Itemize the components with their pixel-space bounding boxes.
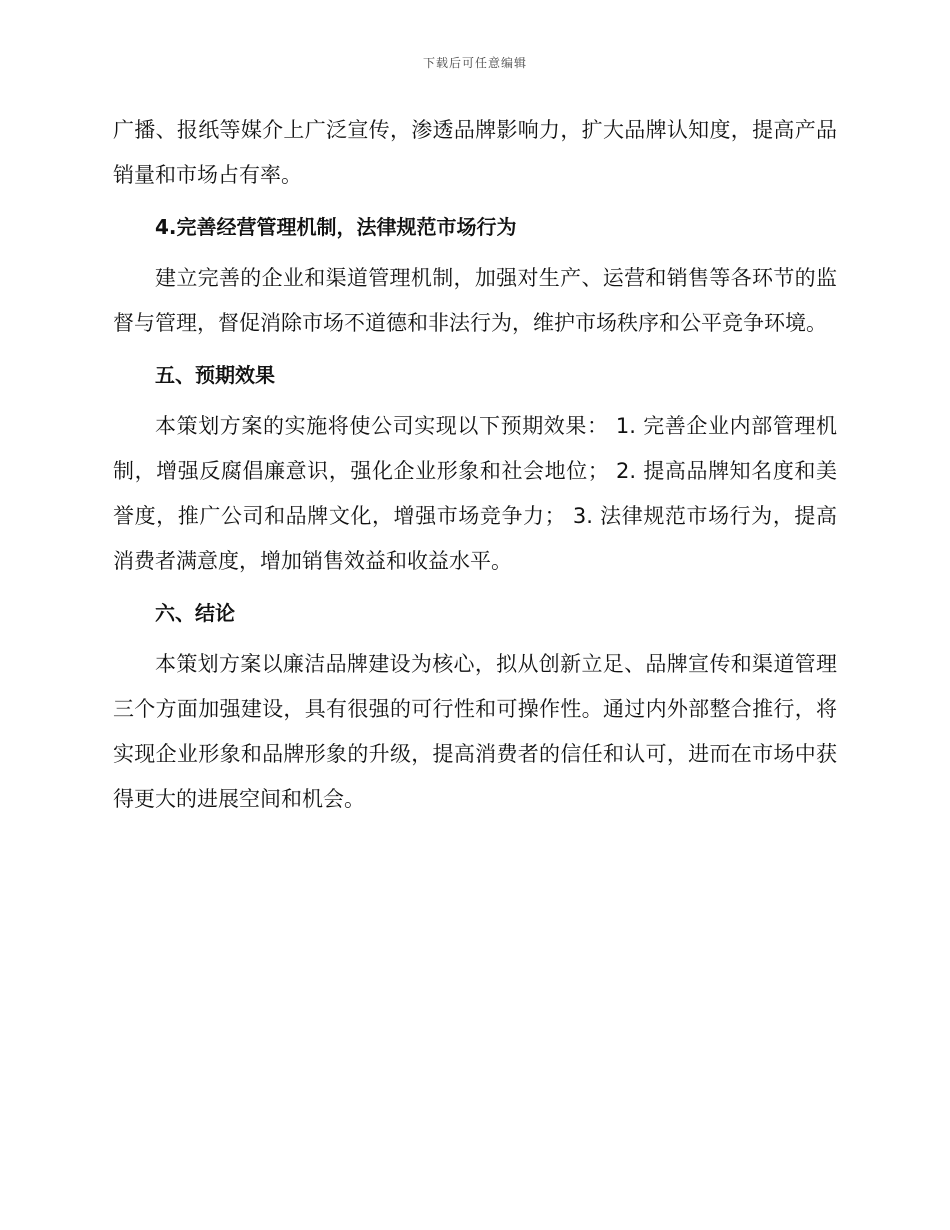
section-4-heading: 4.完善经营管理机制，法律规范市场行为 bbox=[155, 215, 517, 239]
section-5-heading: 五、预期效果 bbox=[155, 363, 275, 387]
document-body bbox=[113, 108, 837, 822]
section-6-heading: 六、结论 bbox=[155, 601, 235, 625]
section-5-paragraph: 本策划方案的实施将使公司实现以下预期效果： 1. 完善企业内部管理机制，增强反腐倡廉意识，强化企业形象和社会地位； 2. 提高品牌知名度和美誉度，推广公司和品牌文化，增强市场竞争力； 3. 法律规范市场行为，提高消费者满意度，增加销售效益和收益水平。 bbox=[113, 414, 837, 573]
section-6-paragraph: 本策划方案以廉洁品牌建设为核心，拟从创新立足、品牌宣传和渠道管理三个方面加强建设，具有很强的可行性和可操作性。通过内外部整合推行，将实现企业形象和品牌形象的升级，提高消费者的信任和认可，进而在市场中获得更大的进展空间和机会。 bbox=[113, 652, 837, 811]
intro-continuation-paragraph: 广播、报纸等媒介上广泛宣传，渗透品牌影响力，扩大品牌认知度，提高产品销量和市场占有率。 bbox=[113, 118, 837, 187]
section-4-paragraph: 建立完善的企业和渠道管理机制，加强对生产、运营和销售等各环节的监督与管理，督促消除市场不道德和非法行为，维护市场秩序和公平竞争环境。 bbox=[113, 266, 837, 335]
page-header-note: 下载后可任意编辑 bbox=[422, 56, 527, 70]
